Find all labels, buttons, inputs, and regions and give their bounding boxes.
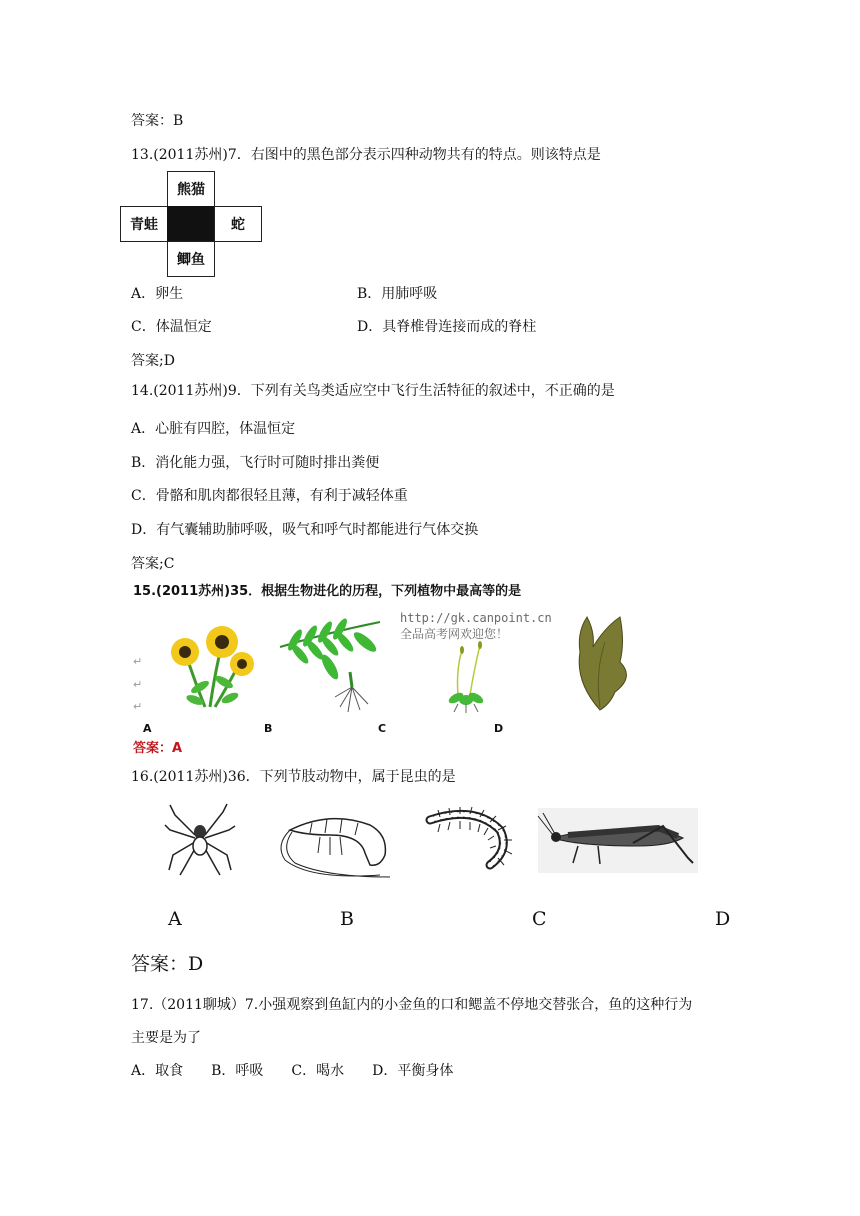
q13-option-a: A．卵生 xyxy=(131,286,184,302)
q17-options: A．取食 B．呼吸 C．喝水 D．平衡身体 xyxy=(131,1063,454,1079)
q17-stem-line1: 17.（2011聊城）7.小强观察到鱼缸内的小金鱼的口和鳃盖不停地交替张合，鱼的这种行为 xyxy=(131,997,693,1013)
q14-option-c: C．骨骼和肌肉都很轻且薄，有利于减轻体重 xyxy=(131,488,408,504)
plant-label-a: A xyxy=(143,722,152,735)
q13-answer: 答案;D xyxy=(131,353,175,369)
insect-label-c: C xyxy=(532,908,547,930)
diagram-left-cell: 青蛙 xyxy=(120,206,168,242)
q14-option-a: A．心脏有四腔，体温恒定 xyxy=(131,421,296,437)
return-mark-icon: ↵ xyxy=(133,678,143,691)
q14-option-d: D．有气囊辅助肺呼吸，吸气和呼气时都能进行气体交换 xyxy=(131,522,479,538)
insect-label-b: B xyxy=(340,908,354,930)
return-mark-icon: ↵ xyxy=(133,700,143,713)
watermark-url: http://gk.canpoint.cn xyxy=(400,611,552,625)
return-mark-icon: ↵ xyxy=(133,655,143,668)
fern-plant-image xyxy=(270,612,390,717)
plant-label-c: C xyxy=(378,722,387,735)
spider-image xyxy=(165,800,235,875)
diagram-right-cell: 蛇 xyxy=(214,206,262,242)
sunflower-plant-image xyxy=(160,612,260,712)
q14-stem: 14.(2011苏州)9．下列有关鸟类适应空中飞行生活特征的叙述中，不正确的是 xyxy=(131,383,615,399)
centipede-image xyxy=(420,810,520,870)
insect-label-a: A xyxy=(168,908,182,930)
q14-option-b: B．消化能力强，飞行时可随时排出粪便 xyxy=(131,455,380,471)
diagram-black-center xyxy=(167,206,215,242)
plant-label-d: D xyxy=(494,722,504,735)
q15-answer: 答案：A xyxy=(133,741,183,756)
moss-plant-image xyxy=(440,640,500,715)
q12-answer: 答案：B xyxy=(131,113,184,129)
seaweed-image xyxy=(565,612,640,712)
q17-stem-line2: 主要是为了 xyxy=(131,1030,201,1046)
q13-stem: 13.(2011苏州)7．右图中的黑色部分表示四种动物共有的特点。则该特点是 xyxy=(131,147,601,163)
q13-option-d: D．具脊椎骨连接而成的脊柱 xyxy=(357,319,537,335)
shrimp-image xyxy=(270,805,400,880)
watermark-text: 全品高考网欢迎您！ xyxy=(400,627,509,641)
q16-stem: 16.(2011苏州)36．下列节肢动物中，属于昆虫的是 xyxy=(131,769,456,785)
plant-label-b: B xyxy=(264,722,273,735)
q13-option-c: C．体温恒定 xyxy=(131,319,212,335)
diagram-top-cell: 熊猫 xyxy=(167,171,215,207)
q16-answer: 答案：D xyxy=(131,953,204,975)
q15-stem: 15.(2011苏州)35．根据生物进化的历程，下列植物中最高等的是 xyxy=(133,584,522,599)
insect-label-d: D xyxy=(715,908,731,930)
q14-answer: 答案;C xyxy=(131,556,175,572)
q13-option-b: B．用肺呼吸 xyxy=(357,286,438,302)
diagram-bottom-cell: 鲫鱼 xyxy=(167,241,215,277)
grasshopper-image xyxy=(538,808,698,873)
